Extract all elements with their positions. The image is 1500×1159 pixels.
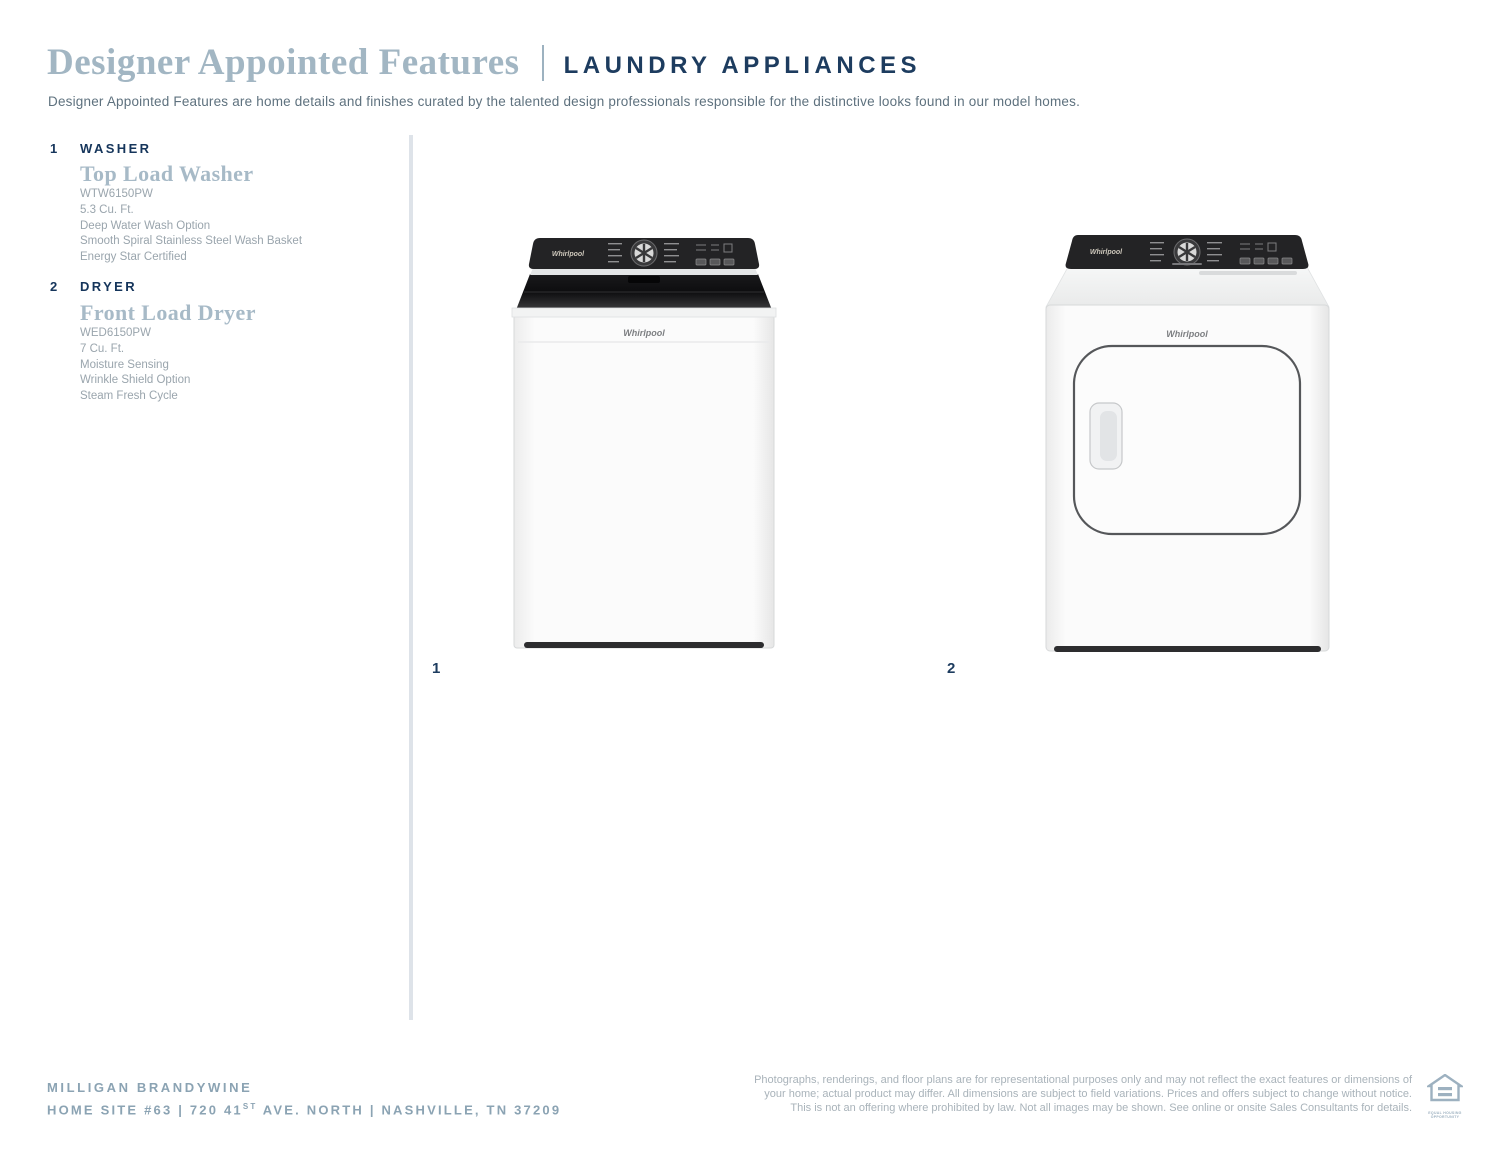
- dryer-detail-feature-2: Wrinkle Shield Option: [80, 374, 191, 387]
- washer-panel-buttons: [696, 259, 734, 265]
- item-dryer-name: Front Load Dryer: [80, 300, 256, 325]
- address-ordinal: ST: [242, 1102, 258, 1111]
- washer-base: [524, 642, 764, 648]
- item-washer-category: WASHER: [80, 141, 152, 156]
- washer-detail-feature-3: Energy Star Certified: [80, 251, 187, 264]
- washer-body: [514, 314, 774, 648]
- equal-housing-caption: EQUAL HOUSING OPPORTUNITY: [1428, 1111, 1462, 1119]
- washer-detail-feature-1: Deep Water Wash Option: [80, 219, 211, 232]
- equal-housing-block: [1424, 1074, 1466, 1119]
- washer-lid-handle: [628, 276, 660, 283]
- washer-top-rim: [512, 308, 776, 317]
- dryer-detail-feature-1: Moisture Sensing: [80, 358, 169, 371]
- item-dryer-category: DRYER: [80, 279, 138, 294]
- item-washer-heading: [50, 141, 151, 156]
- address-rest: AVE. NORTH | NASHVILLE, TN 37209: [257, 1102, 562, 1118]
- legal-disclaimer: Photographs, renderings, and floor plans are for representational purposes only and may not reflect the exact features or dimensions of your home; actual product may differ. All dimensions are subject to field variations. Prices and offers subject to change without notice. This is not an offering where prohibited by law. Not all images may be shown. See online or onsite Sales Consultants for details.: [754, 1074, 1412, 1114]
- washer-detail-feature-2: Smooth Spiral Stainless Steel Wash Basket: [80, 235, 303, 248]
- washer-rim: [530, 268, 758, 275]
- dryer-figure-number: 2: [947, 660, 956, 677]
- dryer-dial-label: [1172, 263, 1202, 265]
- dryer-detail-model: WED6150PW: [80, 327, 151, 339]
- home-site-address: [47, 1102, 561, 1117]
- dryer-image: [1044, 233, 1331, 657]
- dryer-base: [1054, 646, 1321, 652]
- section-divider: [409, 135, 413, 1020]
- item-dryer-details: [80, 326, 190, 405]
- washer-front-brand-logo: Whirlpool: [623, 328, 665, 338]
- item-dryer-heading: [50, 279, 137, 294]
- community-name: MILLIGAN BRANDYWINE: [47, 1080, 253, 1095]
- footer-left: [47, 1080, 561, 1117]
- dryer-detail-capacity: 7 Cu. Ft.: [80, 342, 125, 355]
- washer-detail-capacity: 5.3 Cu. Ft.: [80, 203, 134, 216]
- dryer-detail-feature-3: Steam Fresh Cycle: [80, 390, 178, 403]
- washer-figure-number: 1: [432, 660, 441, 677]
- washer-image: [508, 230, 780, 654]
- title-divider: [542, 45, 544, 81]
- page-subtitle: Designer Appointed Features are home details and finishes curated by the talented design professionals responsible for the distinctive looks found in our model homes.: [48, 94, 1081, 109]
- page-title: Designer Appointed Features: [47, 42, 520, 83]
- item-washer-name: Top Load Washer: [80, 161, 254, 186]
- washer-detail-model: WTW6150PW: [80, 188, 153, 200]
- item-washer-number: 1: [50, 141, 58, 156]
- dryer-front-brand-logo: Whirlpool: [1166, 329, 1208, 339]
- item-dryer-number: 2: [50, 279, 58, 294]
- equal-housing-icon: [1427, 1074, 1463, 1106]
- dryer-panel-brand-logo: Whirlpool: [1089, 249, 1123, 256]
- item-washer-details: [80, 187, 302, 266]
- washer-panel-brand-logo: Whirlpool: [551, 251, 585, 258]
- dryer-door-handle-recess: [1100, 411, 1117, 461]
- dryer-deck-trim: [1199, 271, 1297, 275]
- page-header: [47, 44, 921, 81]
- page-category: LAUNDRY APPLIANCES: [563, 51, 922, 79]
- address-prefix: HOME SITE #63 | 720 41: [47, 1102, 243, 1118]
